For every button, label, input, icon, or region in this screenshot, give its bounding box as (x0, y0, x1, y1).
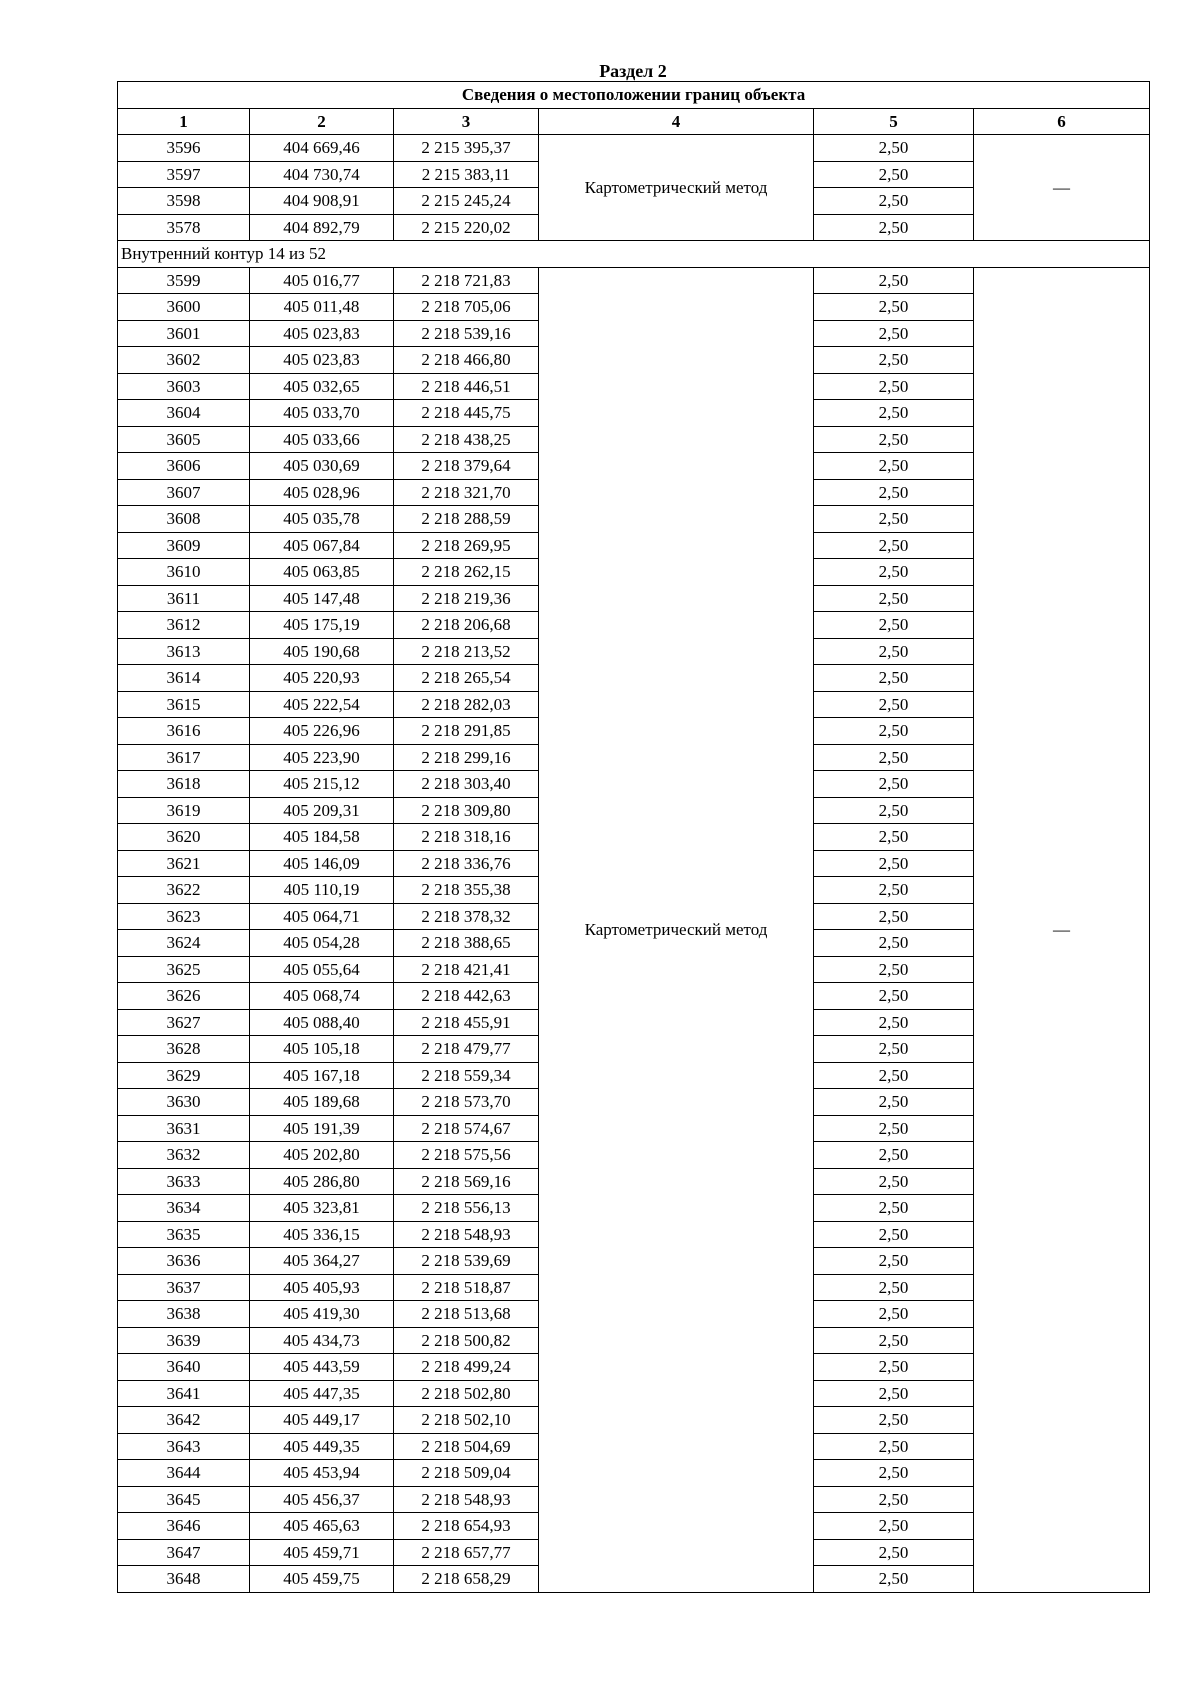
x-coordinate-cell: 405 023,83 (250, 320, 394, 347)
point-number-cell: 3632 (118, 1142, 250, 1169)
point-number-cell: 3602 (118, 347, 250, 374)
y-coordinate-cell: 2 218 355,38 (394, 877, 539, 904)
point-number-cell: 3578 (118, 214, 250, 241)
y-coordinate-cell: 2 218 309,80 (394, 797, 539, 824)
x-coordinate-cell: 405 184,58 (250, 824, 394, 851)
table-title: Сведения о местоположении границ объекта (118, 82, 1150, 109)
point-number-cell: 3609 (118, 532, 250, 559)
boundary-table (117, 81, 1150, 1593)
point-number-cell: 3620 (118, 824, 250, 851)
y-coordinate-cell: 2 218 502,80 (394, 1380, 539, 1407)
y-coordinate-cell: 2 218 573,70 (394, 1089, 539, 1116)
accuracy-cell: 2,50 (814, 824, 974, 851)
y-coordinate-cell: 2 218 421,41 (394, 956, 539, 983)
column6-cell: — (974, 267, 1150, 1592)
document-page (117, 62, 1149, 1593)
x-coordinate-cell: 405 054,28 (250, 930, 394, 957)
y-coordinate-cell: 2 218 657,77 (394, 1539, 539, 1566)
x-coordinate-cell: 404 669,46 (250, 135, 394, 162)
accuracy-cell: 2,50 (814, 771, 974, 798)
point-number-cell: 3642 (118, 1407, 250, 1434)
y-coordinate-cell: 2 218 574,67 (394, 1115, 539, 1142)
accuracy-cell: 2,50 (814, 956, 974, 983)
point-number-cell: 3613 (118, 638, 250, 665)
point-number-cell: 3645 (118, 1486, 250, 1513)
accuracy-cell: 2,50 (814, 426, 974, 453)
x-coordinate-cell: 405 220,93 (250, 665, 394, 692)
point-number-cell: 3623 (118, 903, 250, 930)
accuracy-cell: 2,50 (814, 1168, 974, 1195)
point-number-cell: 3648 (118, 1566, 250, 1593)
accuracy-cell: 2,50 (814, 532, 974, 559)
x-coordinate-cell: 405 011,48 (250, 294, 394, 321)
accuracy-cell: 2,50 (814, 1460, 974, 1487)
x-coordinate-cell: 405 215,12 (250, 771, 394, 798)
header-cell: 4 (539, 108, 814, 135)
x-coordinate-cell: 405 336,15 (250, 1221, 394, 1248)
accuracy-cell: 2,50 (814, 506, 974, 533)
accuracy-cell: 2,50 (814, 347, 974, 374)
accuracy-cell: 2,50 (814, 294, 974, 321)
y-coordinate-cell: 2 218 556,13 (394, 1195, 539, 1222)
point-number-cell: 3633 (118, 1168, 250, 1195)
point-number-cell: 3606 (118, 453, 250, 480)
x-coordinate-cell: 405 222,54 (250, 691, 394, 718)
method-cell: Картометрический метод (539, 267, 814, 1592)
y-coordinate-cell: 2 218 548,93 (394, 1486, 539, 1513)
x-coordinate-cell: 405 465,63 (250, 1513, 394, 1540)
y-coordinate-cell: 2 218 446,51 (394, 373, 539, 400)
point-number-cell: 3621 (118, 850, 250, 877)
header-cell: 5 (814, 108, 974, 135)
point-number-cell: 3616 (118, 718, 250, 745)
point-number-cell: 3639 (118, 1327, 250, 1354)
y-coordinate-cell: 2 215 395,37 (394, 135, 539, 162)
accuracy-cell: 2,50 (814, 1009, 974, 1036)
x-coordinate-cell: 405 016,77 (250, 267, 394, 294)
x-coordinate-cell: 405 033,70 (250, 400, 394, 427)
accuracy-cell: 2,50 (814, 161, 974, 188)
x-coordinate-cell: 405 030,69 (250, 453, 394, 480)
y-coordinate-cell: 2 218 479,77 (394, 1036, 539, 1063)
accuracy-cell: 2,50 (814, 903, 974, 930)
point-number-cell: 3627 (118, 1009, 250, 1036)
x-coordinate-cell: 405 226,96 (250, 718, 394, 745)
point-number-cell: 3600 (118, 294, 250, 321)
accuracy-cell: 2,50 (814, 1354, 974, 1381)
accuracy-cell: 2,50 (814, 214, 974, 241)
y-coordinate-cell: 2 218 518,87 (394, 1274, 539, 1301)
x-coordinate-cell: 405 459,71 (250, 1539, 394, 1566)
table-title-row (118, 82, 1150, 109)
x-coordinate-cell: 405 167,18 (250, 1062, 394, 1089)
accuracy-cell: 2,50 (814, 453, 974, 480)
x-coordinate-cell: 405 459,75 (250, 1566, 394, 1593)
y-coordinate-cell: 2 218 213,52 (394, 638, 539, 665)
x-coordinate-cell: 405 202,80 (250, 1142, 394, 1169)
y-coordinate-cell: 2 215 383,11 (394, 161, 539, 188)
point-number-cell: 3630 (118, 1089, 250, 1116)
point-number-cell: 3629 (118, 1062, 250, 1089)
x-coordinate-cell: 405 191,39 (250, 1115, 394, 1142)
accuracy-cell: 2,50 (814, 850, 974, 877)
point-number-cell: 3636 (118, 1248, 250, 1275)
contour-row (118, 241, 1150, 268)
point-number-cell: 3626 (118, 983, 250, 1010)
y-coordinate-cell: 2 218 575,56 (394, 1142, 539, 1169)
x-coordinate-cell: 405 067,84 (250, 532, 394, 559)
accuracy-cell: 2,50 (814, 1089, 974, 1116)
x-coordinate-cell: 405 405,93 (250, 1274, 394, 1301)
accuracy-cell: 2,50 (814, 1539, 974, 1566)
accuracy-cell: 2,50 (814, 188, 974, 215)
x-coordinate-cell: 405 456,37 (250, 1486, 394, 1513)
accuracy-cell: 2,50 (814, 1327, 974, 1354)
x-coordinate-cell: 405 063,85 (250, 559, 394, 586)
point-number-cell: 3601 (118, 320, 250, 347)
x-coordinate-cell: 405 110,19 (250, 877, 394, 904)
x-coordinate-cell: 405 449,17 (250, 1407, 394, 1434)
accuracy-cell: 2,50 (814, 1513, 974, 1540)
accuracy-cell: 2,50 (814, 585, 974, 612)
x-coordinate-cell: 405 023,83 (250, 347, 394, 374)
table-row (118, 267, 1150, 294)
point-number-cell: 3628 (118, 1036, 250, 1063)
point-number-cell: 3607 (118, 479, 250, 506)
accuracy-cell: 2,50 (814, 665, 974, 692)
y-coordinate-cell: 2 218 502,10 (394, 1407, 539, 1434)
x-coordinate-cell: 405 033,66 (250, 426, 394, 453)
y-coordinate-cell: 2 218 455,91 (394, 1009, 539, 1036)
y-coordinate-cell: 2 218 321,70 (394, 479, 539, 506)
x-coordinate-cell: 405 364,27 (250, 1248, 394, 1275)
point-number-cell: 3614 (118, 665, 250, 692)
accuracy-cell: 2,50 (814, 1301, 974, 1328)
y-coordinate-cell: 2 218 262,15 (394, 559, 539, 586)
y-coordinate-cell: 2 218 206,68 (394, 612, 539, 639)
accuracy-cell: 2,50 (814, 320, 974, 347)
x-coordinate-cell: 405 189,68 (250, 1089, 394, 1116)
accuracy-cell: 2,50 (814, 877, 974, 904)
x-coordinate-cell: 405 286,80 (250, 1168, 394, 1195)
y-coordinate-cell: 2 218 318,16 (394, 824, 539, 851)
y-coordinate-cell: 2 218 219,36 (394, 585, 539, 612)
y-coordinate-cell: 2 218 442,63 (394, 983, 539, 1010)
point-number-cell: 3638 (118, 1301, 250, 1328)
y-coordinate-cell: 2 218 299,16 (394, 744, 539, 771)
y-coordinate-cell: 2 218 721,83 (394, 267, 539, 294)
accuracy-cell: 2,50 (814, 267, 974, 294)
point-number-cell: 3618 (118, 771, 250, 798)
accuracy-cell: 2,50 (814, 797, 974, 824)
point-number-cell: 3596 (118, 135, 250, 162)
accuracy-cell: 2,50 (814, 1433, 974, 1460)
point-number-cell: 3605 (118, 426, 250, 453)
point-number-cell: 3624 (118, 930, 250, 957)
x-coordinate-cell: 405 175,19 (250, 612, 394, 639)
point-number-cell: 3610 (118, 559, 250, 586)
accuracy-cell: 2,50 (814, 612, 974, 639)
x-coordinate-cell: 405 223,90 (250, 744, 394, 771)
accuracy-cell: 2,50 (814, 1486, 974, 1513)
point-number-cell: 3615 (118, 691, 250, 718)
column6-cell: — (974, 135, 1150, 241)
y-coordinate-cell: 2 218 438,25 (394, 426, 539, 453)
x-coordinate-cell: 405 146,09 (250, 850, 394, 877)
point-number-cell: 3597 (118, 161, 250, 188)
y-coordinate-cell: 2 215 220,02 (394, 214, 539, 241)
accuracy-cell: 2,50 (814, 1195, 974, 1222)
accuracy-cell: 2,50 (814, 373, 974, 400)
accuracy-cell: 2,50 (814, 1248, 974, 1275)
accuracy-cell: 2,50 (814, 1274, 974, 1301)
point-number-cell: 3644 (118, 1460, 250, 1487)
point-number-cell: 3637 (118, 1274, 250, 1301)
y-coordinate-cell: 2 218 539,69 (394, 1248, 539, 1275)
accuracy-cell: 2,50 (814, 1142, 974, 1169)
accuracy-cell: 2,50 (814, 1566, 974, 1593)
point-number-cell: 3608 (118, 506, 250, 533)
header-cell: 2 (250, 108, 394, 135)
x-coordinate-cell: 405 323,81 (250, 1195, 394, 1222)
point-number-cell: 3604 (118, 400, 250, 427)
accuracy-cell: 2,50 (814, 135, 974, 162)
x-coordinate-cell: 405 190,68 (250, 638, 394, 665)
y-coordinate-cell: 2 218 559,34 (394, 1062, 539, 1089)
x-coordinate-cell: 405 035,78 (250, 506, 394, 533)
accuracy-cell: 2,50 (814, 718, 974, 745)
accuracy-cell: 2,50 (814, 1115, 974, 1142)
x-coordinate-cell: 405 449,35 (250, 1433, 394, 1460)
point-number-cell: 3603 (118, 373, 250, 400)
point-number-cell: 3635 (118, 1221, 250, 1248)
x-coordinate-cell: 405 105,18 (250, 1036, 394, 1063)
table-body (118, 82, 1150, 1593)
method-cell: Картометрический метод (539, 135, 814, 241)
x-coordinate-cell: 405 068,74 (250, 983, 394, 1010)
accuracy-cell: 2,50 (814, 1221, 974, 1248)
accuracy-cell: 2,50 (814, 1380, 974, 1407)
y-coordinate-cell: 2 218 303,40 (394, 771, 539, 798)
point-number-cell: 3634 (118, 1195, 250, 1222)
accuracy-cell: 2,50 (814, 930, 974, 957)
point-number-cell: 3643 (118, 1433, 250, 1460)
accuracy-cell: 2,50 (814, 479, 974, 506)
x-coordinate-cell: 405 434,73 (250, 1327, 394, 1354)
x-coordinate-cell: 405 453,94 (250, 1460, 394, 1487)
point-number-cell: 3617 (118, 744, 250, 771)
y-coordinate-cell: 2 218 336,76 (394, 850, 539, 877)
y-coordinate-cell: 2 218 548,93 (394, 1221, 539, 1248)
x-coordinate-cell: 405 028,96 (250, 479, 394, 506)
y-coordinate-cell: 2 218 269,95 (394, 532, 539, 559)
y-coordinate-cell: 2 218 445,75 (394, 400, 539, 427)
point-number-cell: 3599 (118, 267, 250, 294)
accuracy-cell: 2,50 (814, 559, 974, 586)
x-coordinate-cell: 404 908,91 (250, 188, 394, 215)
y-coordinate-cell: 2 218 658,29 (394, 1566, 539, 1593)
point-number-cell: 3612 (118, 612, 250, 639)
header-row (118, 108, 1150, 135)
x-coordinate-cell: 405 443,59 (250, 1354, 394, 1381)
y-coordinate-cell: 2 218 569,16 (394, 1168, 539, 1195)
section-title: Раздел 2 (599, 61, 667, 81)
x-coordinate-cell: 404 730,74 (250, 161, 394, 188)
point-number-cell: 3646 (118, 1513, 250, 1540)
y-coordinate-cell: 2 218 265,54 (394, 665, 539, 692)
x-coordinate-cell: 405 209,31 (250, 797, 394, 824)
y-coordinate-cell: 2 218 499,24 (394, 1354, 539, 1381)
y-coordinate-cell: 2 218 539,16 (394, 320, 539, 347)
accuracy-cell: 2,50 (814, 1407, 974, 1434)
y-coordinate-cell: 2 218 509,04 (394, 1460, 539, 1487)
y-coordinate-cell: 2 218 388,65 (394, 930, 539, 957)
point-number-cell: 3622 (118, 877, 250, 904)
point-number-cell: 3641 (118, 1380, 250, 1407)
header-cell: 3 (394, 108, 539, 135)
x-coordinate-cell: 405 032,65 (250, 373, 394, 400)
x-coordinate-cell: 404 892,79 (250, 214, 394, 241)
y-coordinate-cell: 2 218 288,59 (394, 506, 539, 533)
x-coordinate-cell: 405 064,71 (250, 903, 394, 930)
y-coordinate-cell: 2 218 504,69 (394, 1433, 539, 1460)
accuracy-cell: 2,50 (814, 983, 974, 1010)
accuracy-cell: 2,50 (814, 1062, 974, 1089)
y-coordinate-cell: 2 218 378,32 (394, 903, 539, 930)
point-number-cell: 3619 (118, 797, 250, 824)
y-coordinate-cell: 2 218 500,82 (394, 1327, 539, 1354)
x-coordinate-cell: 405 419,30 (250, 1301, 394, 1328)
header-cell: 6 (974, 108, 1150, 135)
header-cell: 1 (118, 108, 250, 135)
point-number-cell: 3598 (118, 188, 250, 215)
y-coordinate-cell: 2 215 245,24 (394, 188, 539, 215)
point-number-cell: 3640 (118, 1354, 250, 1381)
point-number-cell: 3631 (118, 1115, 250, 1142)
y-coordinate-cell: 2 218 654,93 (394, 1513, 539, 1540)
accuracy-cell: 2,50 (814, 744, 974, 771)
x-coordinate-cell: 405 447,35 (250, 1380, 394, 1407)
x-coordinate-cell: 405 088,40 (250, 1009, 394, 1036)
accuracy-cell: 2,50 (814, 400, 974, 427)
y-coordinate-cell: 2 218 466,80 (394, 347, 539, 374)
y-coordinate-cell: 2 218 513,68 (394, 1301, 539, 1328)
point-number-cell: 3625 (118, 956, 250, 983)
y-coordinate-cell: 2 218 379,64 (394, 453, 539, 480)
table-row (118, 135, 1150, 162)
x-coordinate-cell: 405 147,48 (250, 585, 394, 612)
accuracy-cell: 2,50 (814, 638, 974, 665)
accuracy-cell: 2,50 (814, 1036, 974, 1063)
y-coordinate-cell: 2 218 705,06 (394, 294, 539, 321)
contour-label: Внутренний контур 14 из 52 (118, 241, 1150, 268)
accuracy-cell: 2,50 (814, 691, 974, 718)
y-coordinate-cell: 2 218 282,03 (394, 691, 539, 718)
x-coordinate-cell: 405 055,64 (250, 956, 394, 983)
y-coordinate-cell: 2 218 291,85 (394, 718, 539, 745)
point-number-cell: 3647 (118, 1539, 250, 1566)
point-number-cell: 3611 (118, 585, 250, 612)
